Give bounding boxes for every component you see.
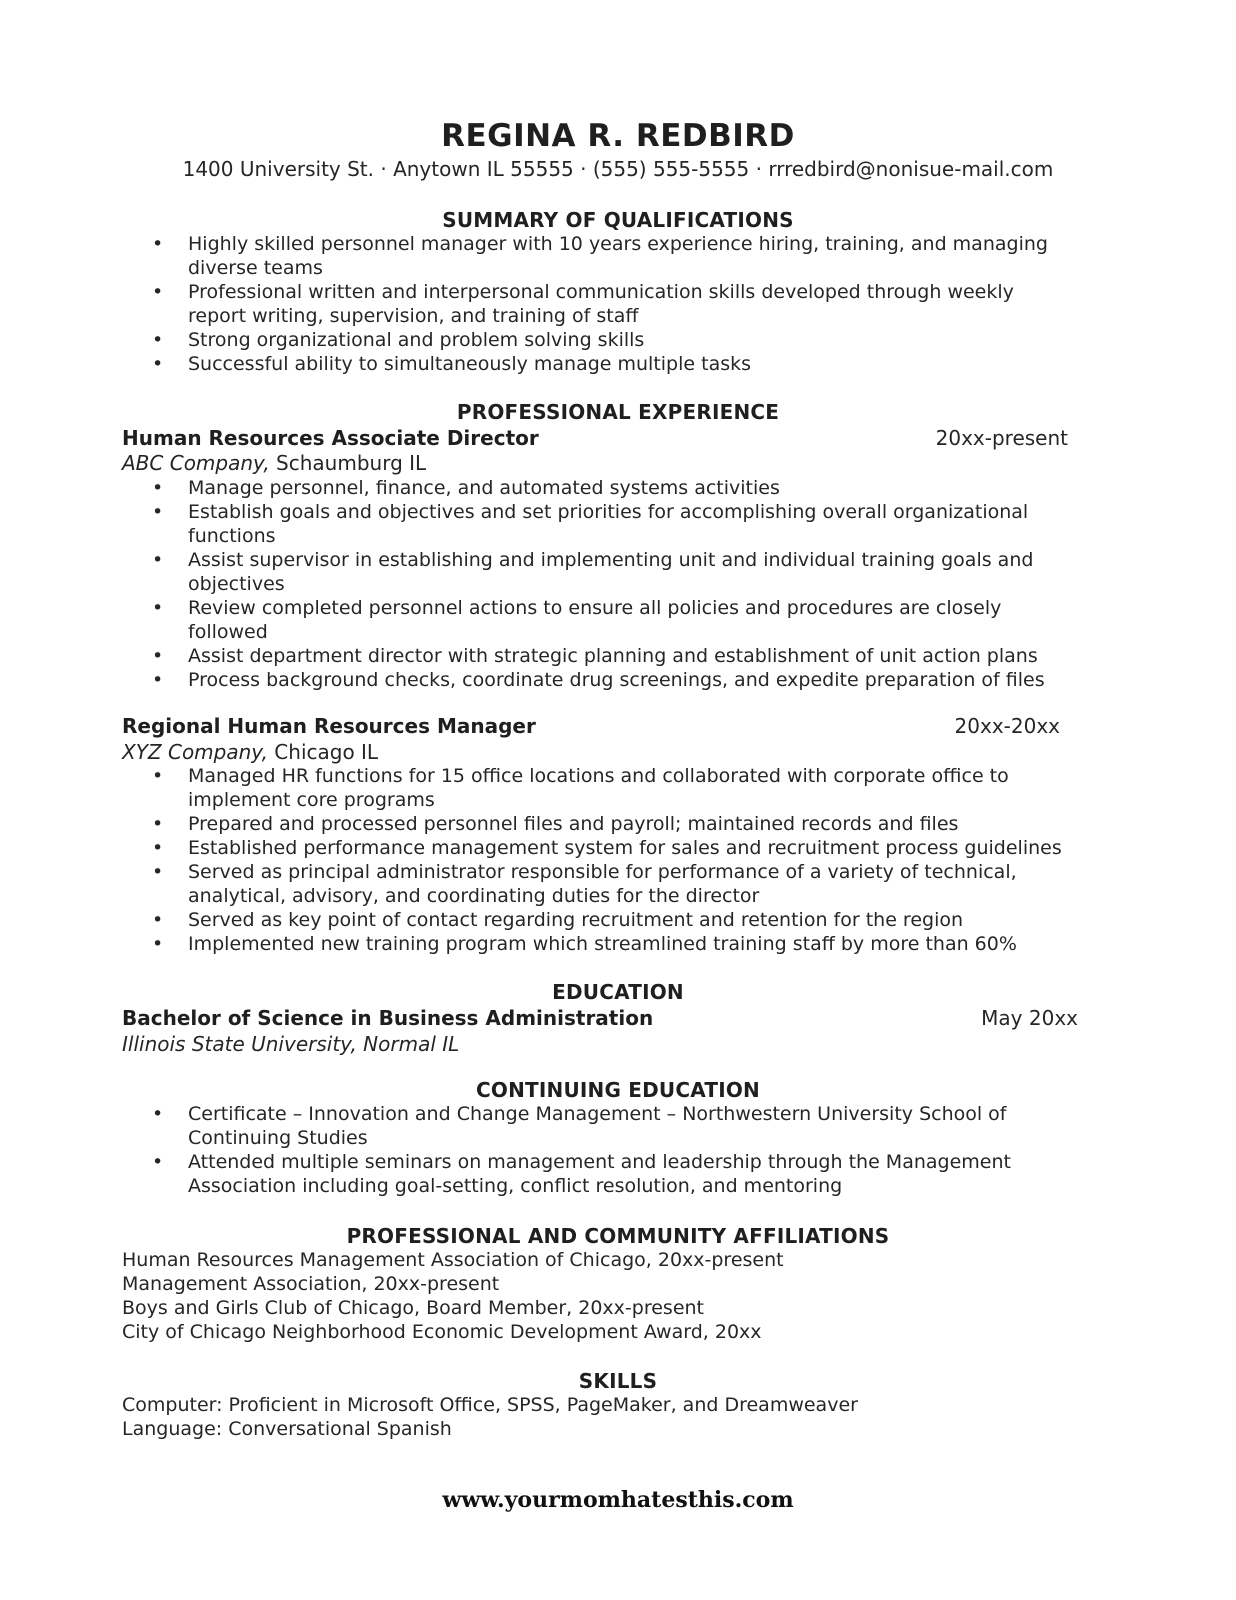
bullet-icon: •: [152, 549, 164, 571]
job-organization: [122, 740, 378, 764]
list-item: • Highly skilled personnel manager with 10 years experience hiring, training, and managing diverse teams: [152, 233, 1048, 279]
list-item: • Implemented new training program which streamlined training staff by more than 60%: [152, 933, 1017, 955]
bullet-icon: •: [152, 933, 164, 955]
experience-heading: PROFESSIONAL EXPERIENCE: [456, 400, 780, 424]
list-item: • Certificate – Innovation and Change Management – Northwestern University School of Continuing Studies: [152, 1103, 1007, 1149]
list-item: Language: Conversational Spanish: [122, 1418, 452, 1440]
bullet-icon: •: [152, 861, 164, 883]
skills-list: [122, 1393, 858, 1441]
bullet-icon: •: [152, 909, 164, 931]
education-heading: EDUCATION: [552, 980, 684, 1004]
bullet-icon: •: [152, 813, 164, 835]
bullet-icon: •: [152, 765, 164, 787]
school-name: Illinois State University, Normal IL: [122, 1032, 460, 1056]
job-duties-list: [122, 476, 1082, 692]
bullet-icon: •: [152, 353, 164, 375]
list-item: • Attended multiple seminars on management and leadership through the Management Association including goal-setting, conflict resolution, and mentoring: [152, 1151, 1011, 1197]
list-item: Human Resources Management Association of Chicago, 20xx-present: [122, 1249, 784, 1271]
summary-list: [122, 232, 1072, 376]
resume-name: REGINA R. REDBIRD: [441, 118, 795, 154]
list-item: • Prepared and processed personnel files and payroll; maintained records and files: [152, 813, 959, 835]
job-dates: 20xx-20xx: [954, 714, 1060, 738]
job-duties-list: [122, 764, 1092, 956]
list-item: City of Chicago Neighborhood Economic Development Award, 20xx: [122, 1321, 762, 1343]
bullet-icon: •: [152, 669, 164, 691]
list-item: • Assist department director with strategic planning and establishment of unit action plans: [152, 645, 1038, 667]
affiliations-heading: PROFESSIONAL AND COMMUNITY AFFILIATIONS: [346, 1224, 890, 1248]
list-item: • Successful ability to simultaneously manage multiple tasks: [152, 353, 752, 375]
list-item: • Manage personnel, finance, and automated systems activities: [152, 477, 780, 499]
bullet-icon: •: [152, 233, 164, 255]
list-item: • Process background checks, coordinate drug screenings, and expedite preparation of files: [152, 669, 1045, 691]
bullet-icon: •: [152, 1103, 164, 1125]
contact-line: 1400 University St. · Anytown IL 55555 · (555) 555-5555 · rrredbird@nonisue-mail.com: [182, 157, 1054, 181]
company-location: Chicago IL: [274, 740, 379, 764]
list-item: • Establish goals and objectives and set priorities for accomplishing overall organizational functions: [152, 501, 1029, 547]
list-item: • Served as key point of contact regarding recruitment and retention for the region: [152, 909, 964, 931]
bullet-icon: •: [152, 597, 164, 619]
skills-heading: SKILLS: [578, 1369, 658, 1393]
bullet-icon: •: [152, 281, 164, 303]
company-name: ABC Company,: [122, 451, 270, 475]
list-item: • Review completed personnel actions to ensure all policies and procedures are closely followed: [152, 597, 1002, 643]
affiliations-list: [122, 1248, 784, 1344]
company-name: XYZ Company,: [122, 740, 268, 764]
degree-title: Bachelor of Science in Business Administration: [122, 1006, 654, 1030]
job-title: Regional Human Resources Manager: [122, 714, 536, 738]
list-item: • Professional written and interpersonal communication skills developed through weekly report writing, supervision, and training of staff: [152, 281, 1014, 327]
bullet-icon: •: [152, 837, 164, 859]
bullet-icon: •: [152, 1151, 164, 1173]
list-item: • Assist supervisor in establishing and implementing unit and individual training goals and objectives: [152, 549, 1034, 595]
continuing-education-heading: CONTINUING EDUCATION: [476, 1078, 760, 1102]
job-title: Human Resources Associate Director: [122, 426, 539, 450]
bullet-icon: •: [152, 501, 164, 523]
list-item: • Strong organizational and problem solving skills: [152, 329, 645, 351]
degree-date: May 20xx: [981, 1006, 1078, 1030]
list-item: Computer: Proficient in Microsoft Office, SPSS, PageMaker, and Dreamweaver: [122, 1394, 858, 1416]
summary-heading: SUMMARY OF QUALIFICATIONS: [442, 208, 794, 232]
bullet-icon: •: [152, 329, 164, 351]
bullet-icon: •: [152, 645, 164, 667]
list-item: • Managed HR functions for 15 office locations and collaborated with corporate office to implement core programs: [152, 765, 1009, 811]
job-dates: 20xx-present: [935, 426, 1068, 450]
company-location: Schaumburg IL: [276, 451, 427, 475]
list-item: Boys and Girls Club of Chicago, Board Member, 20xx-present: [122, 1297, 704, 1319]
continuing-education-list: [122, 1102, 1052, 1198]
list-item: • Served as principal administrator responsible for performance of a variety of technical, analytical, advisory, and coordinating duties for the director: [152, 861, 1017, 907]
footer-url: www.yourmomhatesthis.com: [442, 1487, 794, 1513]
job-organization: [122, 451, 426, 475]
list-item: Management Association, 20xx-present: [122, 1273, 500, 1295]
bullet-icon: •: [152, 477, 164, 499]
list-item: • Established performance management system for sales and recruitment process guidelines: [152, 837, 1062, 859]
